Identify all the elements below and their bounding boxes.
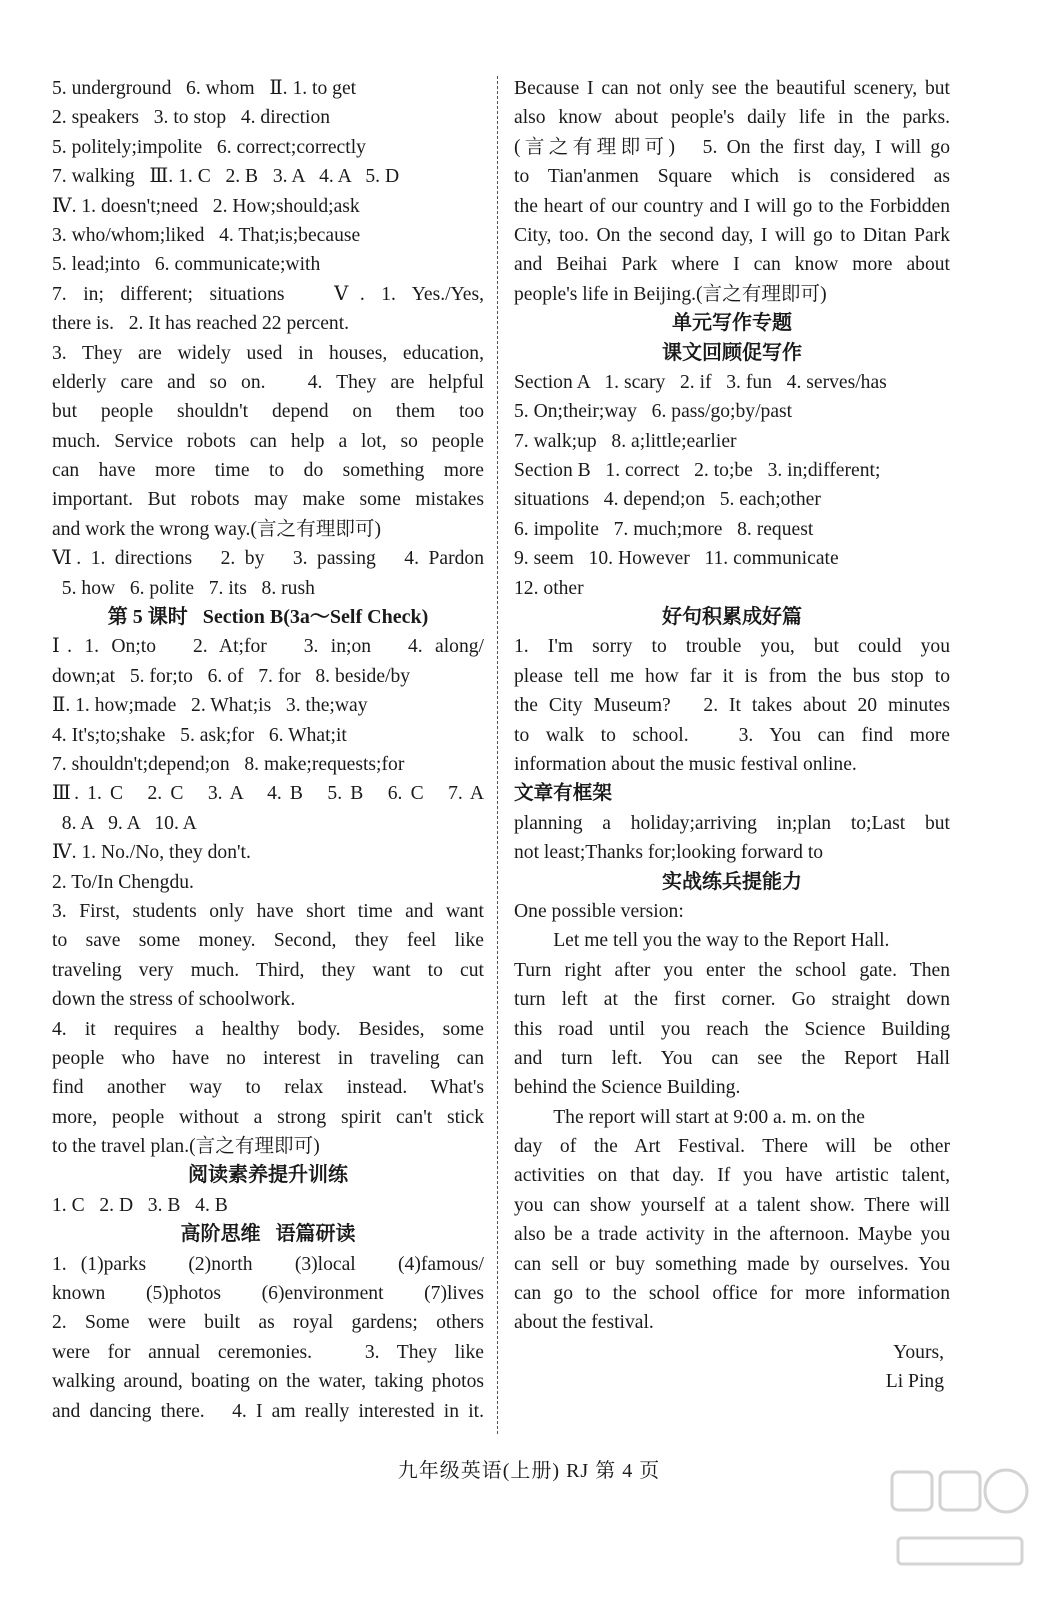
- answer-line: Ⅵ. 1. directions 2. by 3. passing 4. Pardon: [52, 548, 484, 570]
- answer-line: you can show yourself at a talent show. There will: [514, 1194, 950, 1216]
- answer-line: 5. On;their;way 6. pass/go;by/past: [514, 401, 793, 423]
- answer-line: this road until you reach the Science Building: [514, 1018, 950, 1040]
- answer-line: 5. lead;into 6. communicate;with: [52, 254, 321, 276]
- answer-line: were for annual ceremonies. 3. They like: [52, 1341, 484, 1363]
- answer-line: known (5)photos (6)environment (7)lives: [52, 1283, 484, 1305]
- answer-line: 4. it requires a healthy body. Besides, some: [52, 1018, 484, 1040]
- answer-line: please tell me how far it is from the bus stop to: [514, 665, 950, 687]
- answer-line: behind the Science Building.: [514, 1077, 741, 1099]
- answer-line: to the travel plan.(言之有理即可): [52, 1136, 320, 1158]
- answer-line: people who have no interest in traveling can: [52, 1047, 484, 1069]
- answer-line: and turn left. You can see the Report Hall: [514, 1047, 950, 1069]
- answer-line: important. But robots may make some mistakes: [52, 489, 484, 511]
- answer-line: the City Museum? 2. It takes about 20 minutes: [514, 695, 950, 717]
- section-heading: 高阶思维 语篇研读: [180, 1223, 356, 1246]
- answer-line: Section B 1. correct 2. to;be 3. in;different;: [514, 460, 881, 482]
- answer-line: 9. seem 10. However 11. communicate: [514, 548, 839, 570]
- answer-line: 2. To/In Chengdu.: [52, 871, 194, 893]
- answer-line: 1. C 2. D 3. B 4. B: [52, 1194, 228, 1216]
- watermark-logo: [884, 1458, 1034, 1578]
- section-heading: 第 5 课时 Section B(3a～Self Check): [107, 606, 429, 629]
- answer-line: 3. who/whom;liked 4. That;is;because: [52, 224, 361, 246]
- answer-line: situations 4. depend;on 5. each;other: [514, 489, 821, 511]
- answer-line: Turn right after you enter the school gate. Then: [514, 959, 950, 981]
- answer-line: also know about people's daily life in the parks.: [514, 107, 950, 129]
- answer-line: and Beihai Park where I can know more about: [514, 254, 950, 276]
- answer-line: Let me tell you the way to the Report Hall.: [553, 930, 890, 952]
- left-column: [52, 74, 484, 1426]
- answer-line: 7. in; different; situations Ⅴ. 1. Yes./Yes,: [52, 283, 484, 305]
- answer-line: 1. (1)parks (2)north (3)local (4)famous/: [52, 1253, 484, 1275]
- answer-line: 7. walking Ⅲ. 1. C 2. B 3. A 4. A 5. D: [52, 166, 400, 188]
- answer-line: people's life in Beijing.(言之有理即可): [514, 283, 827, 305]
- answer-line: Yours,: [893, 1341, 944, 1363]
- answer-line: Ⅳ. 1. No./No, they don't.: [52, 842, 251, 864]
- answer-line: 3. They are widely used in houses, education,: [52, 342, 484, 364]
- column-divider: [497, 76, 498, 1434]
- answer-line: 6. impolite 7. much;more 8. request: [514, 518, 814, 540]
- answer-line: 2. Some were built as royal gardens; others: [52, 1312, 484, 1334]
- answer-line: (言之有理即可) 5. On the first day, I will go: [514, 136, 950, 158]
- answer-line: 7. walk;up 8. a;little;earlier: [514, 430, 737, 452]
- answer-line: and work the wrong way.(言之有理即可): [52, 518, 382, 540]
- page-footer: 九年级英语(上册) RJ 第 4 页: [397, 1460, 661, 1482]
- answer-line: turn left at the first corner. Go straight down: [514, 989, 950, 1011]
- answer-line: and dancing there. 4. I am really interested in it.: [52, 1400, 484, 1422]
- answer-line: to walk to school. 3. You can find more: [514, 724, 950, 746]
- answer-line: to save some money. Second, they feel like: [52, 930, 484, 952]
- section-heading: 单元写作专题: [672, 312, 792, 335]
- answer-line: to Tian'anmen Square which is considered as: [514, 166, 950, 188]
- answer-line: Ⅳ. 1. doesn't;need 2. How;should;ask: [52, 195, 360, 217]
- answer-line: 7. shouldn't;depend;on 8. make;requests;for: [52, 753, 405, 775]
- answer-line: Because I can not only see the beautiful scenery, but: [514, 78, 950, 99]
- answer-line: planning a holiday;arriving in;plan to;Last but: [514, 812, 950, 834]
- answer-line: 文章有框架: [514, 783, 612, 805]
- answer-line: day of the Art Festival. There will be other: [514, 1136, 950, 1158]
- answer-line: find another way to relax instead. What's: [52, 1077, 484, 1099]
- answer-line: Section A 1. scary 2. if 3. fun 4. serves/has: [514, 371, 887, 393]
- answer-line: can go to the school office for more information: [514, 1283, 950, 1305]
- answer-line: 5. underground 6. whom Ⅱ. 1. to get: [52, 78, 357, 99]
- answer-line: not least;Thanks for;looking forward to: [514, 842, 824, 864]
- right-column: [514, 74, 950, 1397]
- answer-line: traveling very much. Third, they want to cut: [52, 959, 484, 981]
- answer-line: Ⅱ. 1. how;made 2. What;is 3. the;way: [52, 695, 368, 717]
- answer-line: much. Service robots can help a lot, so people: [52, 430, 484, 452]
- section-heading: 阅读素养提升训练: [188, 1164, 348, 1187]
- answer-line: 1. I'm sorry to trouble you, but could you: [514, 636, 950, 658]
- answer-line: but people shouldn't depend on them too: [52, 401, 484, 423]
- answer-line: elderly care and so on. 4. They are helpful: [52, 371, 484, 393]
- answer-line: can sell or buy something made by ourselves. You: [514, 1253, 950, 1275]
- answer-line: also be a trade activity in the afternoon. Maybe you: [514, 1224, 950, 1246]
- answer-line: activities on that day. If you have artistic talent,: [514, 1165, 950, 1187]
- answer-line: 4. It's;to;shake 5. ask;for 6. What;it: [52, 724, 347, 746]
- answer-line: information about the music festival online.: [514, 753, 857, 775]
- answer-line: down the stress of schoolwork.: [52, 989, 296, 1011]
- answer-line: Li Ping: [885, 1371, 944, 1393]
- answer-line: 3. First, students only have short time and want: [52, 900, 484, 922]
- answer-line: The report will start at 9:00 a. m. on the: [553, 1106, 865, 1128]
- answer-line: 5. politely;impolite 6. correct;correctly: [52, 136, 366, 158]
- answer-line: down;at 5. for;to 6. of 7. for 8. beside/by: [52, 665, 411, 687]
- answer-line: more, people without a strong spirit can't stick: [52, 1106, 484, 1128]
- answer-line: can have more time to do something more: [52, 460, 484, 482]
- answer-line: 8. A 9. A 10. A: [52, 812, 197, 834]
- answer-line: there is. 2. It has reached 22 percent.: [52, 313, 350, 335]
- section-heading: 实战练兵提能力: [662, 870, 802, 893]
- answer-line: Ⅰ. 1. On;to 2. At;for 3. in;on 4. along/: [52, 636, 484, 658]
- answer-line: City, too. On the second day, I will go to Ditan Park: [514, 224, 950, 246]
- answer-line: 5. how 6. polite 7. its 8. rush: [52, 577, 315, 599]
- section-heading: 好句积累成好篇: [662, 606, 802, 629]
- answer-line: Ⅲ. 1. C 2. C 3. A 4. B 5. B 6. C 7. A: [52, 783, 484, 805]
- answer-line: One possible version:: [514, 900, 684, 922]
- answer-line: about the festival.: [514, 1312, 654, 1334]
- section-heading: 课文回顾促写作: [662, 341, 802, 364]
- answer-line: the heart of our country and I will go to the Forbidden: [514, 195, 950, 217]
- answer-line: walking around, boating on the water, taking photos: [52, 1371, 484, 1393]
- answer-line: 2. speakers 3. to stop 4. direction: [52, 107, 331, 129]
- answer-line: 12. other: [514, 577, 584, 599]
